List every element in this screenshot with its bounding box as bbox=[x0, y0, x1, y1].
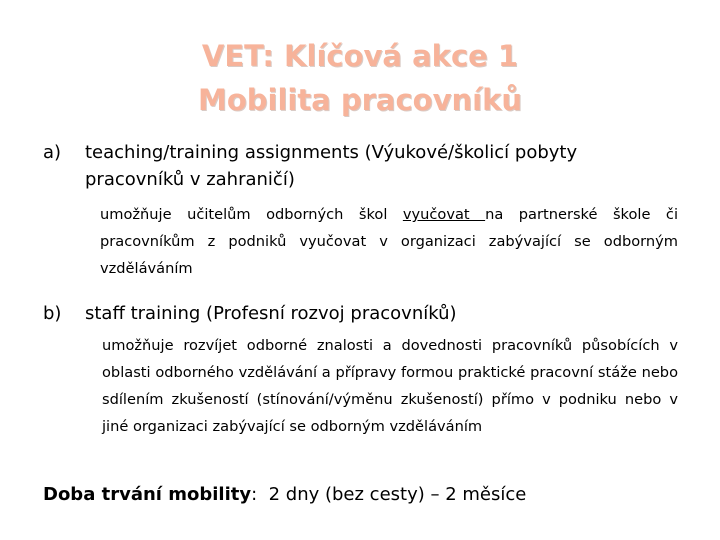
slide-title bbox=[0, 34, 720, 122]
item-a-heading-line-1: teaching/training assignments (Výukové/školicí pobyty bbox=[85, 142, 578, 163]
item-a-heading-line-2: pracovníků v zahraničí) bbox=[85, 169, 295, 190]
item-a-heading-text bbox=[85, 139, 577, 193]
item-b-description: umožňuje rozvíjet odborné znalosti a dovednosti pracovníků působících v oblasti odborného vzdělávání a přípravy formou praktické pracovní stáže nebo sdílením zkušeností (stínování/výměnu zkušeností) přímo v podniku nebo v jiné organizaci zabývající se odborným vzděláváním bbox=[102, 337, 678, 435]
duration-value: 2 dny (bez cesty) – 2 měsíce bbox=[268, 484, 527, 505]
title-line-2: Mobilita pracovníků bbox=[197, 83, 523, 117]
item-b-heading-text: staff training (Profesní rozvoj pracovníků) bbox=[85, 303, 457, 324]
item-a-desc-underlined: vyučovat bbox=[402, 206, 486, 223]
duration-separator: : bbox=[251, 484, 269, 505]
item-a-desc-before: umožňuje učitelům odborných škol bbox=[100, 206, 403, 223]
item-b-marker: b) bbox=[43, 303, 62, 324]
duration-label: Doba trvání mobility bbox=[43, 484, 252, 505]
title-line-1: VET: Klíčová akce 1 bbox=[201, 39, 519, 73]
item-a-desc-after: na partnerské škole či pracovníkům z podniků vyučovat v organizaci zabývající se odborným vzděláváním bbox=[100, 206, 678, 277]
item-a-description bbox=[100, 201, 678, 282]
mobility-duration bbox=[43, 481, 526, 508]
item-a-marker: a) bbox=[43, 142, 62, 163]
